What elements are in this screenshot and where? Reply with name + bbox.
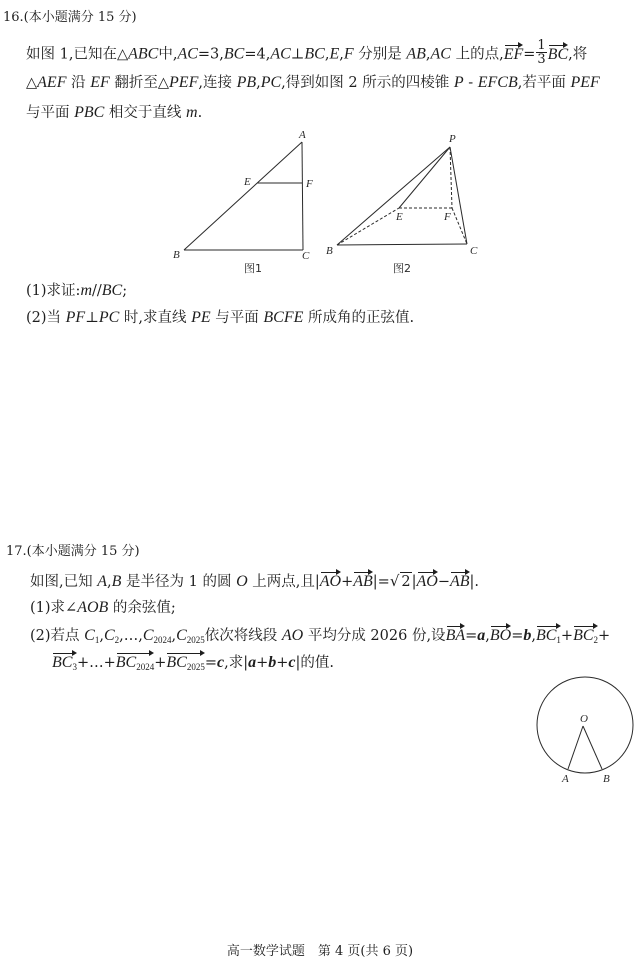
radical-sign-icon: √ [389,572,400,590]
segment-ob [583,726,602,769]
text-run [211,310,264,326]
symbol-text: ,得到如图 2 所示的四棱锥 [281,75,454,91]
fig1-label-c: C [302,250,310,262]
symbol-text: , [531,628,536,644]
math-symbol [282,627,303,644]
text-run [438,574,450,590]
symbol-text: | [411,574,417,590]
problem-16-heading: 16.(本小题满分 15 分) [3,10,137,25]
symbol-text: , [171,628,177,644]
symbol-text: F [343,45,354,63]
symbol-text: C [142,627,154,644]
text-run [341,574,353,590]
symbol-text: AB [449,573,470,590]
edge-pc [450,147,467,244]
symbol-text: B [111,573,122,590]
math-symbol [176,627,205,644]
circle-figure [537,677,633,773]
subscript: 2025 [186,662,205,672]
math-symbol [84,627,99,644]
problem-17-part-1 [30,599,176,617]
figure-2 [337,147,467,245]
symbol-text: E [329,45,340,63]
text-run [296,655,335,671]
symbol-text: BCFE [263,309,304,326]
vector [573,625,598,649]
fig3-label-b: B [603,773,610,785]
edge-ac [302,142,303,250]
symbol-text: c [216,654,225,671]
symbol-text: + [598,628,611,644]
symbol-text: +…+ [76,655,116,671]
math-symbol [263,309,303,326]
symbol-text: + [341,574,354,590]
symbol-text: AB [406,45,426,63]
symbol-text: 平均分成 2026 份,设 [303,628,446,644]
fraction-denominator: 3 [537,52,546,67]
subscript: 2 [593,635,599,645]
problem-17-heading: 17.(本小题满分 15 分) [6,544,140,559]
math-symbol [248,654,256,671]
text-run [26,310,66,326]
symbol-text: |= [372,574,390,590]
math-symbol [66,309,86,326]
symbol-text: AC [270,45,291,63]
segment-oa [568,726,583,769]
symbol-text: = [523,46,536,63]
symbol-text: a [248,654,257,671]
fig3-label-a: A [562,773,569,785]
symbol-text: =4, [244,46,271,63]
text-run [373,574,390,590]
subscript: 1 [94,635,100,645]
vector [320,571,341,591]
symbol-text: , [339,46,344,63]
symbol-text: , [485,628,490,644]
symbol-text: =3, [197,46,224,63]
symbol-text: + [560,628,574,644]
text-run [561,628,573,644]
symbol-text: − [437,574,450,590]
fig1-label-f: F [306,178,313,190]
symbol-text: // [92,283,102,299]
symbol-text: m [80,282,92,299]
fig1-label-a: A [299,129,306,141]
vector [536,625,561,649]
symbol-text: PC [260,74,282,91]
symbol-text: , [107,574,112,590]
text-run [205,655,217,671]
subscript: 2024 [153,635,172,645]
sqrt-expression [390,574,412,590]
problem-16-part-1 [26,282,127,300]
symbol-text: 依次将线段 [204,628,282,644]
text-run [92,283,102,299]
vector [52,652,77,676]
symbol-text: C [103,627,115,644]
symbol-text: EF [503,45,524,63]
text-run [248,574,320,590]
vector [490,625,511,645]
symbol-text: AO [281,627,304,644]
symbol-text: BC [166,654,187,671]
symbol-text: BC [547,45,569,63]
text-run [30,600,77,616]
symbol-text: BC [535,627,557,644]
radicand: 2 [401,574,411,590]
symbol-text: 与平面 [26,105,75,121]
figure-1 [184,142,303,250]
symbol-text: |. [469,574,480,590]
symbol-text: (2)当 [26,310,66,326]
symbol-text: AO [319,573,342,590]
problem-17-part-2-cont [52,652,334,676]
symbol-text: AOB [77,599,109,616]
fig2-label-b: B [326,245,333,257]
math-symbol [104,627,119,644]
symbol-text: - [463,75,478,91]
text-run [303,310,414,326]
vector [116,652,154,676]
text-run [30,574,97,590]
text-run [465,628,477,644]
problem-17-line-1 [30,571,479,591]
text-run [30,628,84,644]
text-run [256,655,268,671]
circle-o [537,677,633,773]
symbol-text: b [268,654,277,671]
symbol-text: A [97,573,107,590]
symbol-text: m [186,104,198,121]
symbol-text: (1)求∠ [30,600,78,616]
math-symbol [77,599,108,616]
text-run [122,283,127,299]
edge-bc [337,244,467,245]
symbol-text: ,将 [568,46,588,63]
text-run [121,574,236,590]
symbol-text: BC [223,45,245,63]
symbol-text: (2)若点 [30,628,85,644]
symbol-text: . [197,105,203,121]
fig3-label-o: O [580,713,588,725]
symbol-text: ⊥ [290,46,305,63]
text-run [511,628,523,644]
text-run [85,310,99,326]
fig2-label-p: P [449,133,456,145]
fraction-numerator: 1 [537,38,546,53]
math-symbol [112,573,122,590]
math-symbol [236,573,248,590]
symbol-text: BC [52,654,73,671]
symbol-text: EF [90,74,110,91]
symbol-text: AB [353,573,373,590]
math-symbol [102,282,122,299]
symbol-text: 分别是 [353,46,407,63]
symbol-text: ,若平面 [517,75,571,91]
symbol-text: , [425,46,431,63]
symbol-text: BO [489,627,512,644]
text-run [26,283,80,299]
text-run [108,600,176,616]
vector [353,571,373,591]
symbol-text: |的值. [295,655,335,671]
fig1-label-e: E [244,176,251,188]
symbol-text: PB [236,74,257,91]
edge-be-hidden [337,208,399,245]
text-run [77,655,116,671]
subscript: 2024 [136,662,155,672]
symbol-text: ABC [128,45,159,63]
math-symbol [80,282,92,299]
vector [417,571,438,591]
text-run [154,655,166,671]
symbol-text: + [276,655,289,671]
symbol-text: ,连接 [198,75,237,91]
symbol-text: AC [177,45,198,63]
symbol-text: PE [191,309,211,326]
symbol-text: BC [573,627,594,644]
symbol-text: , [256,75,261,91]
fig2-label-e: E [396,211,403,223]
math-symbol [288,654,295,671]
edge-fc-hidden [452,208,467,244]
symbol-text: C [176,627,187,644]
fig2-label-f: F [444,211,451,223]
vector [446,625,466,645]
symbol-text: PEF [169,74,199,91]
symbol-text: 的余弦值; [108,600,176,616]
symbol-text: = [204,655,217,671]
fig2-caption: 图2 [393,262,411,275]
fig1-label-b: B [173,249,180,261]
symbol-text: 上的点, [450,46,504,63]
edge-pe [399,147,450,208]
math-symbol [99,309,119,326]
text-run [224,655,248,671]
symbol-text: a [477,627,486,644]
math-symbol [191,309,211,326]
symbol-text: + [256,655,269,671]
math-symbol [143,627,172,644]
fig1-caption: 图1 [244,262,262,275]
edge-pb [337,147,450,245]
fig2-label-c: C [470,245,478,257]
page-footer: 高一数学试题 第 4 页(共 6 页) [226,944,414,959]
symbol-text: PF [65,309,86,326]
symbol-text: ⊥ [85,310,99,326]
symbol-text: ,…, [119,628,143,644]
text-run [303,628,445,644]
symbol-text: BA [445,627,466,644]
vector [450,571,470,591]
symbol-text: EFCB [477,74,518,91]
symbol-text: 所成角的正弦值. [303,310,415,326]
symbol-text: △ [26,75,38,91]
text-run [598,628,610,644]
text-run [470,574,480,590]
symbol-text: 翻折至△ [109,75,170,91]
subscript: 2 [114,635,120,645]
subscript: 2025 [186,635,205,645]
vector [166,652,204,676]
subscript: 1 [556,635,561,645]
symbol-text: C [84,627,95,644]
symbol-text: (1)求证: [26,283,81,299]
symbol-text: c [288,654,296,671]
symbol-text: 如图 1,已知在△ [26,46,129,63]
symbol-text: 如图,已知 [30,574,98,590]
symbol-text: PC [98,309,120,326]
text-run [119,628,143,644]
edge-ab [184,142,302,250]
symbol-text: BC [304,45,325,63]
math-symbol [97,573,107,590]
symbol-text: 相交于直线 [104,105,187,121]
symbol-text: 与平面 [210,310,264,326]
symbol-text: BC [101,282,123,299]
symbol-text: , [99,628,104,644]
symbol-text: b [523,627,532,644]
symbol-text: AO [416,573,438,590]
symbol-text: BC [115,654,137,671]
symbol-text: ,求| [224,655,249,671]
symbol-text: 沿 [66,75,91,91]
symbol-text: P [453,74,464,91]
symbol-text: PEF [570,74,600,91]
symbol-text: AEF [37,74,67,91]
symbol-text: + [154,655,167,671]
symbol-text: ; [122,283,128,299]
text-run [119,310,191,326]
symbol-text: O [236,573,248,590]
symbol-text: = [511,628,524,644]
symbol-text: 是半径为 1 的圆 [121,574,237,590]
symbol-text: = [465,628,478,644]
symbol-text: PBC [74,104,105,121]
symbol-text: AC [430,45,451,63]
symbol-text: , [324,46,330,63]
symbol-text: 中, [158,46,178,63]
text-run [276,655,288,671]
subscript: 3 [72,662,77,672]
text-run [205,628,282,644]
symbol-text: 上两点,且| [247,574,320,590]
problem-17-part-2 [30,625,610,649]
problem-16-part-2 [26,309,414,327]
symbol-text: 时,求直线 [119,310,192,326]
